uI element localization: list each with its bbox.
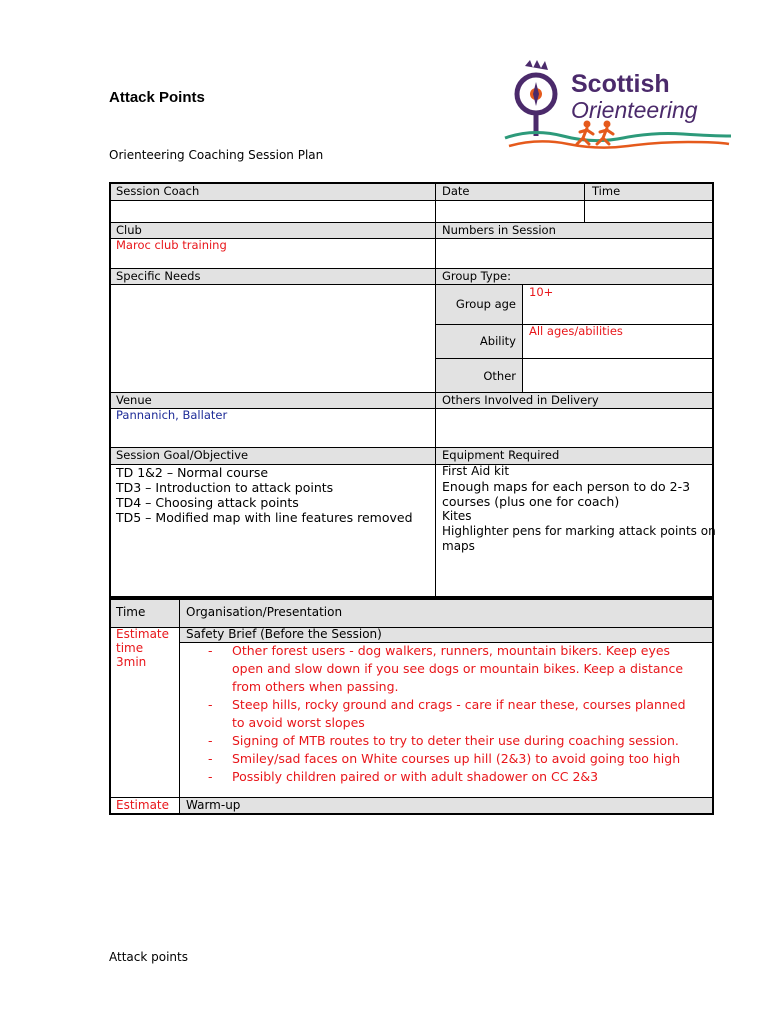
safety-brief-title: Safety Brief (Before the Session): [186, 627, 382, 641]
safety-item: - Steep hills, rocky ground and crags - care if near these, courses planned to avoid worst slopes: [208, 697, 686, 730]
venue-label: Venue: [116, 393, 152, 407]
safety-item-line: Signing of MTB routes to try to deter their use during coaching session.: [232, 733, 679, 748]
equipment-list: [442, 464, 716, 554]
club-label: Club: [116, 223, 142, 237]
session-goal-label: Session Goal/Objective: [116, 448, 249, 462]
safety-item: - Other forest users - dog walkers, runners, mountain bikers. Keep eyes open and slow down if you see dogs or mountain bikes. Keep a distance from others when passing.: [180, 642, 686, 696]
plan-org-header: Organisation/Presentation: [186, 605, 343, 619]
logo-text-scottish: Scottish: [571, 70, 670, 98]
equipment-item: courses (plus one for coach): [442, 494, 620, 509]
equipment-item: Highlighter pens for marking attack points on: [442, 524, 716, 538]
equipment-label: Equipment Required: [442, 448, 560, 462]
warmup-estimate: Estimate: [116, 798, 170, 812]
estimate-label: Estimate: [116, 627, 170, 641]
safety-item-line: to avoid worst slopes: [232, 715, 365, 730]
equipment-item: Enough maps for each person to do 2-3: [442, 479, 691, 494]
safety-item-line: Smiley/sad faces on White courses up hill (2&3) to avoid going too high: [232, 751, 681, 766]
page-footer: Attack points: [109, 950, 188, 964]
safety-item-line: open and slow down if you see dogs or mountain bikes. Keep a distance: [232, 661, 684, 676]
ability-value: All ages/abilities: [529, 324, 623, 338]
scottish-orienteering-logo: [503, 58, 733, 158]
group-age-value: 10+: [529, 285, 554, 299]
warmup-label: Warm-up: [186, 798, 241, 812]
other-label: Other: [483, 369, 516, 383]
club-value: Maroc club training: [116, 238, 227, 252]
safety-item-line: Possibly children paired or with adult shadower on CC 2&3: [232, 769, 599, 784]
equipment-item: Kites: [442, 509, 472, 523]
plan-time-header: Time: [116, 605, 146, 619]
numbers-label: Numbers in Session: [442, 223, 556, 237]
goal-item: TD5 – Modified map with line features removed: [116, 510, 413, 525]
specific-needs-label: Specific Needs: [116, 269, 201, 283]
safety-item-line: from others when passing.: [232, 679, 399, 694]
safety-item: - Smiley/sad faces on White courses up hill (2&3) to avoid going too high: [180, 750, 686, 768]
estimate-time-label: time: [116, 641, 144, 655]
safety-brief-list: [180, 642, 686, 786]
logo-text-orienteering: Orienteering: [571, 97, 698, 123]
safety-item: - Possibly children paired or with adult shadower on CC 2&3: [180, 768, 686, 786]
page-subtitle: Orienteering Coaching Session Plan: [109, 148, 324, 162]
estimate-duration: 3min: [116, 655, 147, 669]
goal-item: TD4 – Choosing attack points: [116, 495, 299, 510]
page-title: Attack Points: [109, 89, 205, 106]
goal-item: TD3 – Introduction to attack points: [116, 480, 334, 495]
time-label: Time: [592, 184, 621, 198]
safety-item-line: Other forest users - dog walkers, runners, mountain bikers. Keep eyes: [232, 643, 671, 658]
goal-item: TD 1&2 – Normal course: [116, 465, 269, 480]
goal-list: [116, 465, 413, 525]
safety-item: - Signing of MTB routes to try to deter their use during coaching session.: [180, 732, 686, 750]
equipment-item: maps: [442, 539, 475, 553]
others-involved-label: Others Involved in Delivery: [442, 393, 599, 407]
equipment-item: First Aid kit: [442, 464, 510, 478]
ability-label: Ability: [479, 334, 516, 348]
venue-value: Pannanich, Ballater: [116, 408, 228, 422]
date-label: Date: [442, 184, 470, 198]
group-type-label: Group Type:: [442, 269, 511, 283]
session-coach-label: Session Coach: [116, 184, 200, 198]
group-age-label: Group age: [455, 297, 516, 311]
safety-item-line: Steep hills, rocky ground and crags - care if near these, courses planned: [232, 697, 686, 712]
